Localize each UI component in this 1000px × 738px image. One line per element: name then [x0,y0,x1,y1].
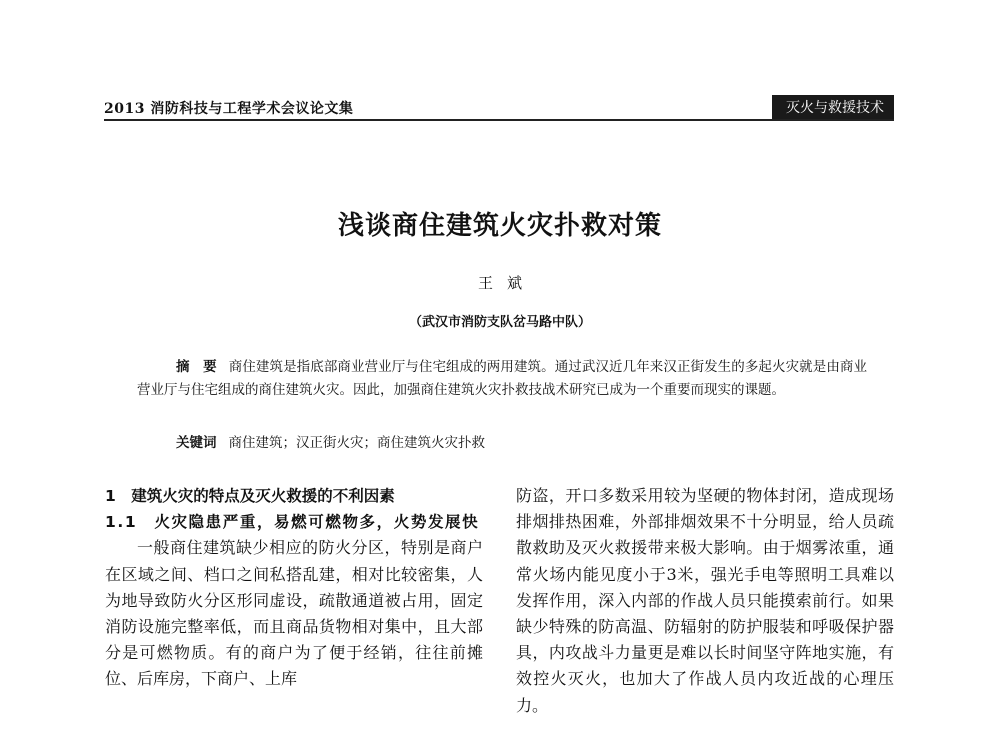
paper-title: 浅谈商住建筑火灾扑救对策 [337,211,662,241]
abstract-text: 商住建筑是指底部商业营业厅与住宅组成的两用建筑。通过武汉近几年来汉正街发生的多起火灾就是由商业营业厅与住宅组成的商住建筑火灾。因此，加强商住建筑火灾扑救技战术研究已成为一个重要而现实的课题。 [137,359,868,398]
subsection-heading: 1.1 火灾隐患严重，易燃可燃物多，火势发展快 [105,513,480,532]
section-heading: 1 建筑火灾的特点及灭火救援的不利因素 [105,487,395,505]
body-paragraph: 一般商住建筑缺少相应的防火分区，特别是商户在区域之间、档口之间私搭乱建，相对比较密集，人为地导致防火分区形同虚设，疏散通道被占用，固定消防设施完整率低，而且商品货物相对集中，且大部分是可燃物质。有的商户为了便于经销，往往前摊位、后库房，下商户、上库 [105,538,483,689]
keywords [176,432,866,454]
body-paragraph-continued: 防盗，开口多数采用较为坚硬的物体封闭，造成现场排烟排热困难，外部排烟效果不十分明显，给人员疏散救助及灭火救援带来极大影响。由于烟雾浓重，通常火场内能见度小于3米，强光手电等照明工具难以发挥作用，深入内部的作战人员只能摸索前行。如果缺少特殊的防高温、防辐射的防护服装和呼吸保护器具，内攻战斗力量更是难以长时间坚守阵地实施，有效控火灭火，也加大了作战人员内攻近战的心理压力。 [516,486,894,715]
author-name: 王斌 [477,274,536,292]
body-column-left [105,483,483,693]
abstract [137,356,867,402]
section-tag: 灭火与救援技术 [772,95,894,119]
running-header [104,97,894,121]
author-affiliation: （武汉市消防支队岔马路中队） [408,315,591,330]
proceedings-title: 2013 消防科技与工程学术会议论文集 [104,101,354,117]
keywords-label: 关键词 [176,435,217,451]
abstract-label: 摘 要 [176,359,217,375]
body-column-right [516,483,894,719]
keywords-text: 商住建筑；汉正街火灾；商住建筑火灾扑救 [228,435,485,451]
